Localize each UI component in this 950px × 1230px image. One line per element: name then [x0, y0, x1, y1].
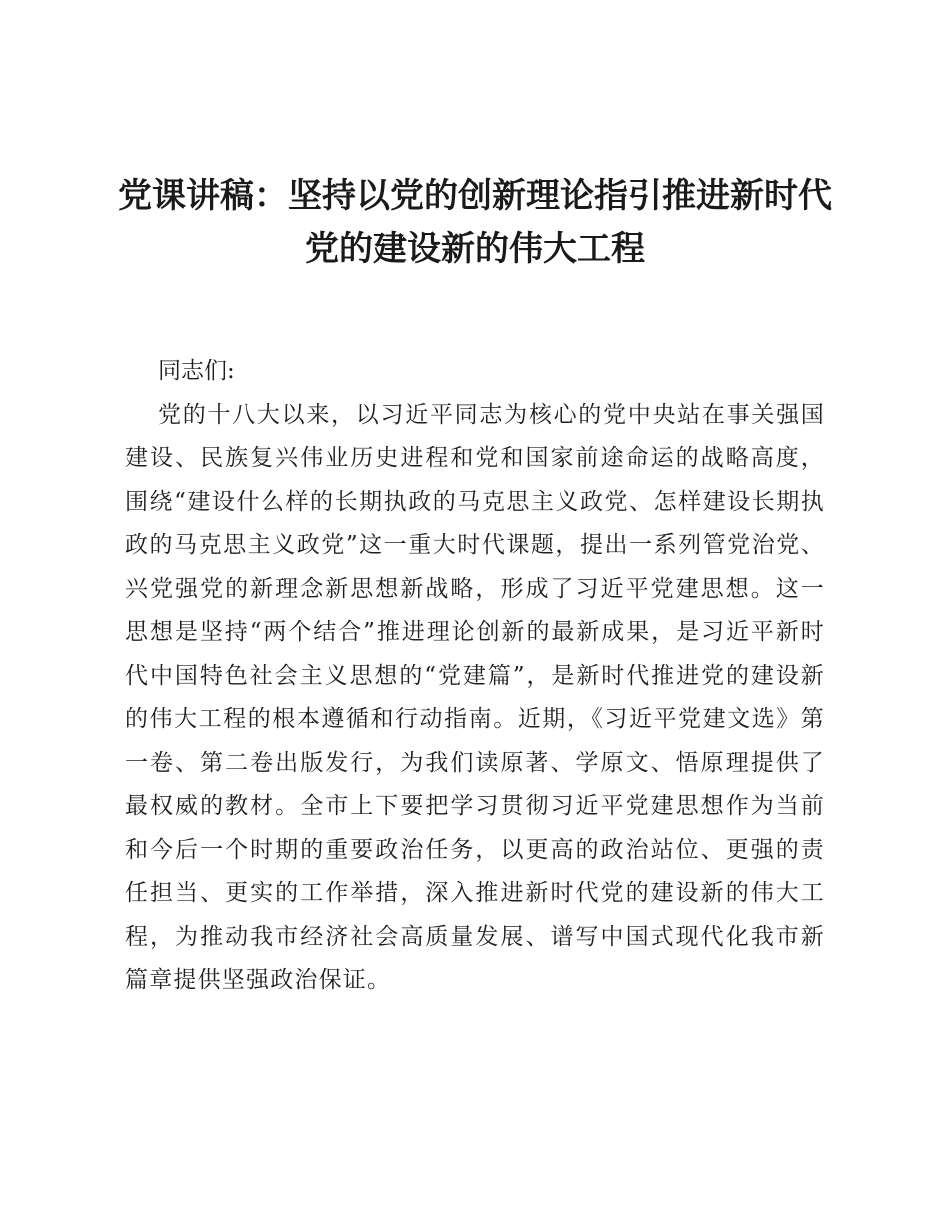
document-title: 党课讲稿：坚持以党的创新理论指引推进新时代党的建设新的伟大工程 — [118, 176, 832, 269]
document-body — [125, 350, 825, 1003]
body-paragraph: 党的十八大以来，以习近平同志为核心的党中央站在事关强国建设、民族复兴伟业历史进程和党和国家前途命运的战略高度，围绕“建设什么样的长期执政的马克思主义政党、怎样建设长期执政的马克思主义政党”这一重大时代课题，提出一系列管党治党、兴党强党的新理念新思想新战略，形成了习近平党建思想。这一思想是坚持“两个结合”推进理论创新的最新成果，是习近平新时代中国特色社会主义思想的“党建篇”，是新时代推进党的建设新的伟大工程的根本遵循和行动指南。近期，《习近平党建文选》第一卷、第二卷出版发行，为我们读原著、学原文、悟原理提供了最权威的教材。全市上下要把学习贯彻习近平党建思想作为当前和今后一个时期的重要政治任务，以更高的政治站位、更强的责任担当、更实的工作举措，深入推进新时代党的建设新的伟大工程，为推动我市经济社会高质量发展、谱写中国式现代化我市新篇章提供坚强政治保证。 — [125, 401, 825, 993]
greeting-line: 同志们: — [158, 358, 235, 384]
